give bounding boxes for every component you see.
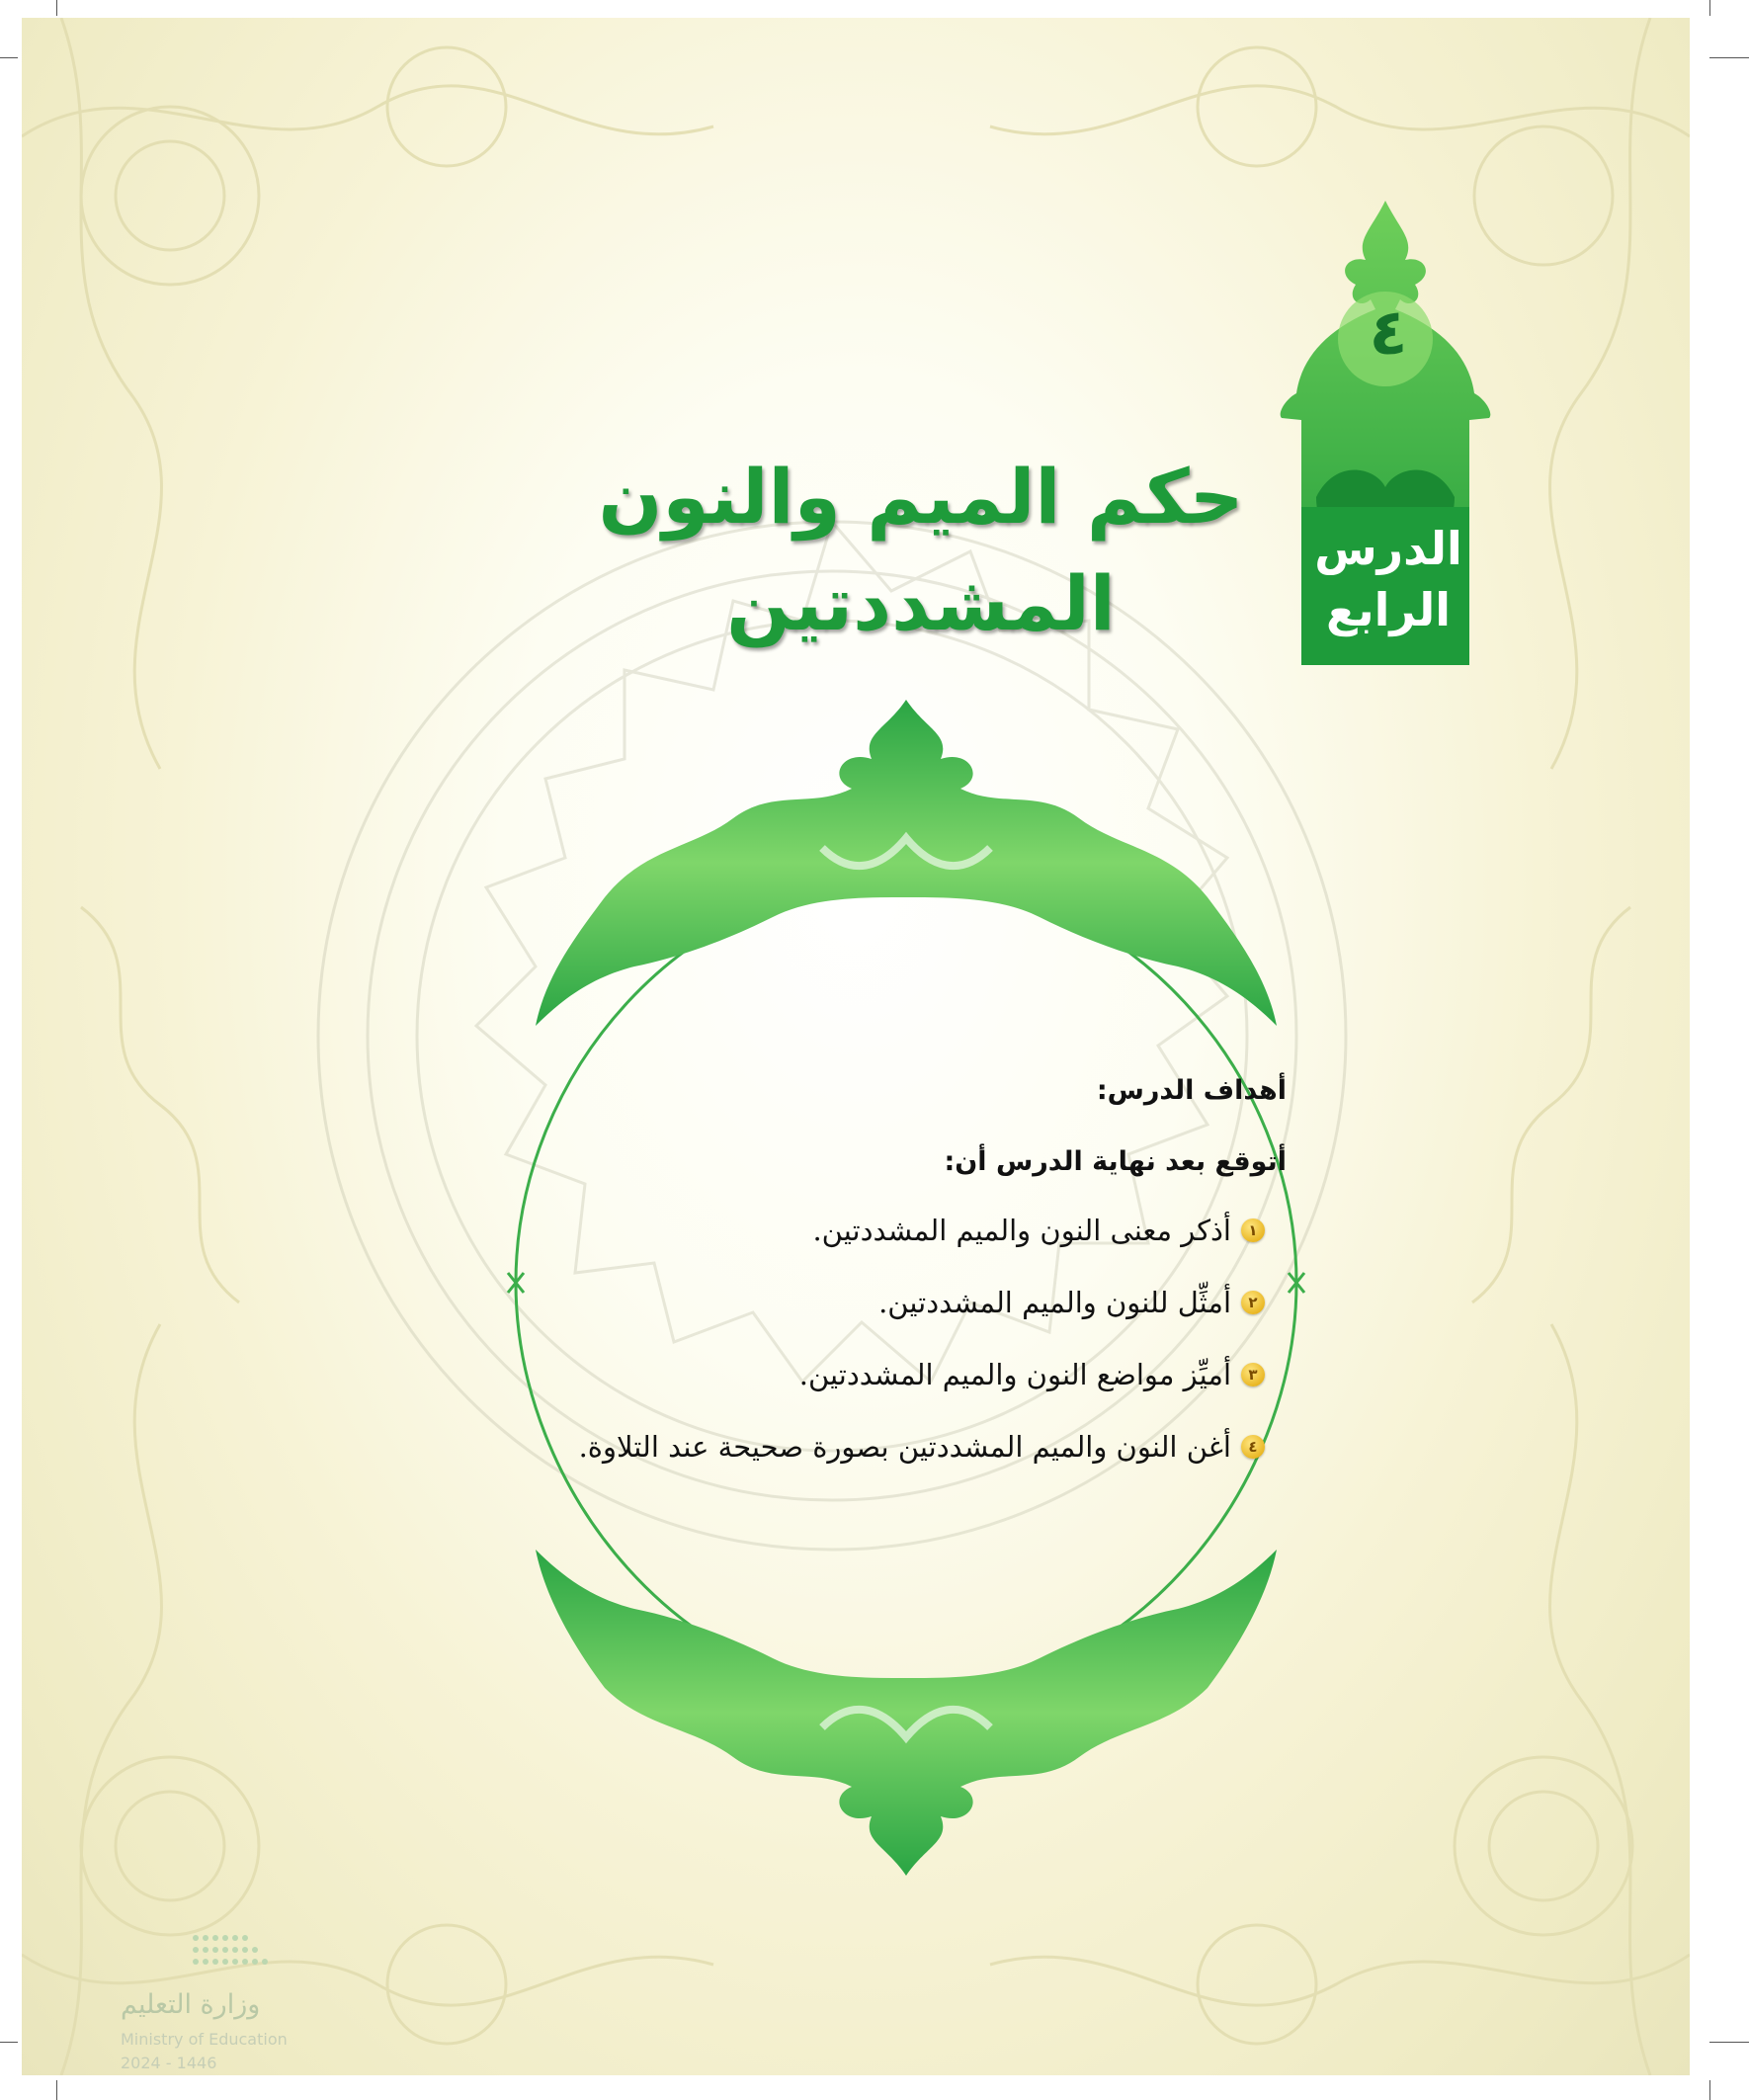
crop-mark [0, 57, 18, 58]
ministry-year: 2024 - 1446 [121, 2054, 217, 2072]
objective-number-badge: ١ [1241, 1218, 1265, 1242]
objective-number-badge: ٢ [1241, 1291, 1265, 1314]
lesson-title-line2: المشددتين [726, 559, 1116, 647]
objectives-heading: أهداف الدرس: [1096, 1075, 1287, 1106]
objective-item [799, 1358, 1265, 1391]
lesson-cover-page [22, 18, 1690, 2075]
crop-mark [56, 0, 57, 16]
objective-text: أذكر معنى النون والميم المشددتين. [812, 1214, 1231, 1247]
objective-item [579, 1430, 1265, 1464]
objectives-intro: أتوقع بعد نهاية الدرس أن: [944, 1146, 1287, 1177]
ministry-name-english: Ministry of Education [121, 2030, 288, 2049]
lesson-label-line1: الدرس [1314, 522, 1462, 575]
crop-mark [1709, 2080, 1710, 2100]
crop-mark [0, 2042, 18, 2043]
crop-mark [1709, 0, 1710, 16]
crop-mark [1709, 57, 1749, 58]
crop-mark [56, 2080, 57, 2100]
objective-number-badge: ٤ [1241, 1435, 1265, 1459]
lesson-label-line2: الرابع [1325, 583, 1452, 636]
objective-text: أمثِّل للنون والميم المشددتين. [878, 1286, 1231, 1319]
ministry-logo-dots [121, 1930, 318, 1979]
objective-item [812, 1214, 1265, 1247]
objective-text: أغن النون والميم المشددتين بصورة صحيحة عند التلاوة. [578, 1430, 1231, 1464]
lesson-title-line1: حكم الميم والنون [598, 453, 1244, 541]
crop-mark [1709, 2042, 1749, 2043]
objective-item [878, 1286, 1265, 1319]
ministry-name-arabic: وزارة التعليم [121, 1989, 261, 2020]
objective-number-badge: ٣ [1241, 1363, 1265, 1386]
lesson-number: ٤ [1369, 296, 1408, 370]
objective-text: أميِّز مواضع النون والميم المشددتين. [798, 1358, 1231, 1391]
